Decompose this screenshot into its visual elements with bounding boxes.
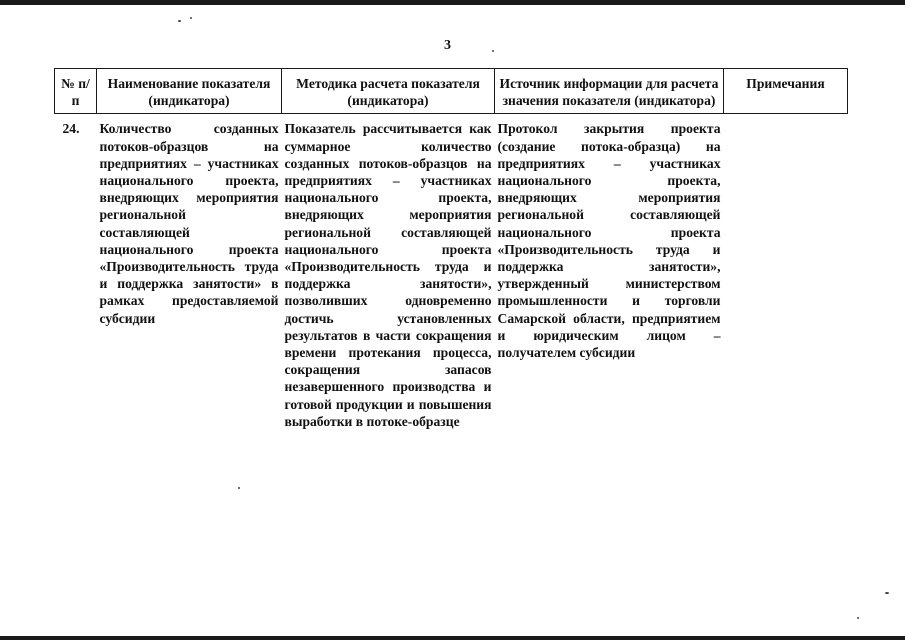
bottom-scan-border: [0, 636, 905, 640]
header-indicator-name: Наименование показателя (индикатора): [97, 69, 282, 114]
table-row: [55, 114, 848, 430]
header-calculation-method: Методика расчета показателя (индикатора): [282, 69, 495, 114]
calculation-method-cell: Показатель рассчитывается как суммарное количество созданных потоков-образцов на предприятиях – участниках национального проекта, внедряющих мероприятия региональной составляющей национального проекта «Производительность труда и поддержка занятости», позволивших одновременно достичь установленных результатов в части сокращения времени протекания процесса, сокращения запасов незавершенного производства и готовой продукции и повышения выработки в потоке-образце: [284, 121, 492, 429]
header-number: № п/п: [55, 69, 97, 114]
scan-speck: [885, 592, 889, 594]
row-number: 24.: [62, 121, 80, 137]
scan-speck: [238, 487, 240, 489]
scan-speck: [492, 50, 494, 52]
scan-speck: [178, 20, 181, 22]
indicator-name-cell: Количество созданных потоков-образцов на предприятиях – участниках национального проекта, внедряющих мероприятия региональной составляющей национального проекта «Производительность труда и поддержка занятости» в рамках предоставляемой субсидии: [99, 121, 279, 326]
top-scan-border: [0, 0, 905, 5]
indicator-table: [54, 68, 848, 430]
page-number: 3: [444, 38, 451, 53]
scan-speck: [190, 17, 192, 19]
notes-cell: [724, 114, 848, 430]
header-notes: Примечания: [724, 69, 848, 114]
header-information-source: Источник информации для расчета значения показателя (индикатора): [495, 69, 724, 114]
table-header-row: [55, 69, 848, 114]
information-source-cell: Протокол закрытия проекта (создание потока-образца) на предприятиях – участниках национального проекта, внедряющих мероприятия региональной составляющей национального проекта «Производительность труда и поддержка занятости», утвержденный министерством промышленности и торговли Самарской области, предприятием и юридическим лицом – получателем субсидии: [497, 121, 721, 361]
scan-speck: [857, 617, 859, 619]
